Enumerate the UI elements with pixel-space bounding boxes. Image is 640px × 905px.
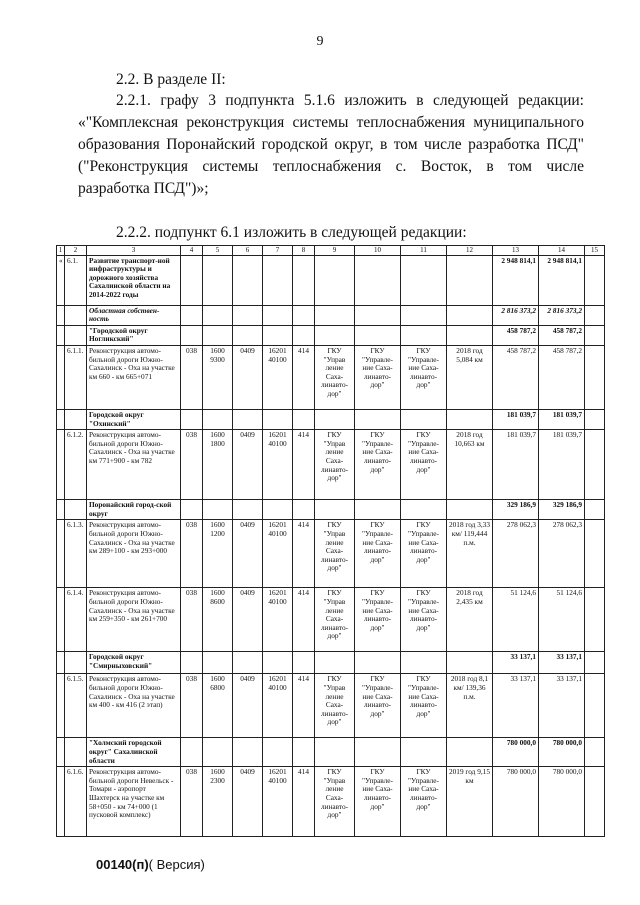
- amount-cell: 2 816 373,2: [493, 305, 539, 325]
- cell: 2018 год 5,084 км: [447, 345, 493, 409]
- cell: ГКУ "Управ ление Саха-линавто-дор": [315, 430, 355, 500]
- table-row: [57, 674, 605, 738]
- cell: 1600 8600: [203, 588, 233, 652]
- document-footer: [96, 857, 205, 872]
- amount-cell: 278 062,3: [493, 520, 539, 588]
- cell: 038: [181, 674, 203, 738]
- amount-cell: 458 787,2: [493, 345, 539, 409]
- header-cell: 1: [57, 246, 65, 256]
- cell: 2018 год 10,663 км: [447, 430, 493, 500]
- table-row: [57, 255, 605, 305]
- subtotal-label: Областная собствен-ность: [87, 305, 181, 325]
- cell: 1600 1200: [203, 520, 233, 588]
- program-name: Развитие транспорт-ной инфраструктуры и дорожного хозяйства Сахалинской области на 2014-2022 годы: [87, 255, 181, 305]
- amount-cell: 181 039,7: [539, 430, 585, 500]
- cell: 2018 год 8,1 км/ 139,36 п.м.: [447, 674, 493, 738]
- cell: ГКУ "Управле-ние Саха-линавто-дор": [401, 520, 447, 588]
- cell: 16201 40100: [263, 520, 293, 588]
- cell: 2019 год 9,15 км: [447, 767, 493, 837]
- cell: ГКУ "Управ ление Саха-линавто-дор": [315, 767, 355, 837]
- cell: 414: [293, 345, 315, 409]
- amount-cell: 181 039,7: [539, 409, 585, 429]
- cell: ГКУ "Управле-ние Саха-линавто-дор": [401, 345, 447, 409]
- cell: 16201 40100: [263, 430, 293, 500]
- cell: 0409: [233, 767, 263, 837]
- amount-cell: 33 137,1: [493, 652, 539, 674]
- table-row: [57, 767, 605, 837]
- district-label: "Городской округ Ногликский": [87, 325, 181, 345]
- district-label: "Холмский городской округ" Сахалинской области: [87, 738, 181, 767]
- cell: 2018 год 2,435 км: [447, 588, 493, 652]
- header-cell: 13: [493, 246, 539, 256]
- project-name: Реконструкция автомо-бильной дороги Невельск - Томари - аэропорт Шахтерск на участке км 58+050 - км 74+000 (1 пусковой комплекс): [87, 767, 181, 837]
- cell: 038: [181, 588, 203, 652]
- amount-cell: 2 948 814,1: [493, 255, 539, 305]
- amount-cell: 181 039,7: [493, 430, 539, 500]
- district-label: Городской округ "Охинский": [87, 409, 181, 429]
- amount-cell: 33 137,1: [539, 674, 585, 738]
- amount-cell: 780 000,0: [539, 738, 585, 767]
- cell: 038: [181, 767, 203, 837]
- cell: ГКУ "Управле-ние Саха-линавто-дор": [355, 430, 401, 500]
- cell: ГКУ "Управле-ние Саха-линавто-дор": [355, 345, 401, 409]
- header-cell: 7: [263, 246, 293, 256]
- cell: ГКУ "Управ ление Саха-линавто-дор": [315, 588, 355, 652]
- cell: 1600 1800: [203, 430, 233, 500]
- header-cell: 9: [315, 246, 355, 256]
- cell: 038: [181, 345, 203, 409]
- amount-cell: 780 000,0: [493, 767, 539, 837]
- header-cell: 3: [87, 246, 181, 256]
- document-code: 00140(п): [96, 857, 149, 872]
- district-label: Поронайский город-ской округ: [87, 500, 181, 520]
- cell: 1600 6800: [203, 674, 233, 738]
- subsection-intro: 2.2.2. подпункт 6.1 изложить в следующей редакции:: [116, 224, 467, 241]
- cell: 6.1.: [65, 255, 87, 305]
- amount-cell: 2 948 814,1: [539, 255, 585, 305]
- cell: 1600 9300: [203, 345, 233, 409]
- table-row: [57, 345, 605, 409]
- cell: ГКУ "Управле-ние Саха-линавто-дор": [355, 767, 401, 837]
- amount-cell: 33 137,1: [493, 674, 539, 738]
- amount-cell: 780 000,0: [539, 767, 585, 837]
- cell: 414: [293, 520, 315, 588]
- cell: ГКУ "Управле-ние Саха-линавто-дор": [355, 674, 401, 738]
- amount-cell: 2 816 373,2: [539, 305, 585, 325]
- amount-cell: 33 137,1: [539, 652, 585, 674]
- project-name: Реконструкция автомо-бильной дороги Южно-Сахалинск - Оха на участке км 289+100 - км 293+000: [87, 520, 181, 588]
- item-number: 6.1.1.: [65, 345, 87, 409]
- amendment-paragraph: 2.2.1. графу 3 подпункта 5.1.6 изложить в следующей редакции: «"Комплексная реконструкция системы теплоснабжения муниципального образования Поронайский городской округ, в том числе разработка ПСД" ("Реконструкция системы теплоснабжения с. Восток, в том числе разработка ПСД")»;: [78, 92, 584, 197]
- cell: 16201 40100: [263, 345, 293, 409]
- version-label: ( Версия): [148, 857, 205, 872]
- cell: ГКУ "Управле-ние Саха-линавто-дор": [401, 588, 447, 652]
- item-number: 6.1.4.: [65, 588, 87, 652]
- cell: «: [57, 255, 65, 305]
- district-label: Городской округ "Смирныховский": [87, 652, 181, 674]
- project-name: Реконструкция автомо-бильной дороги Южно-Сахалинск - Оха на участке км 660 - км 665+071: [87, 345, 181, 409]
- cell: 0409: [233, 674, 263, 738]
- cell: 414: [293, 430, 315, 500]
- cell: 1600 2300: [203, 767, 233, 837]
- project-name: Реконструкция автомо-бильной дороги Южно-Сахалинск - Оха на участке км 259+350 - км 261+700: [87, 588, 181, 652]
- project-name: Реконструкция автомо-бильной дороги Южно-Сахалинск - Оха на участке км 400 - км 416 (2 этап): [87, 674, 181, 738]
- amount-cell: 458 787,2: [493, 325, 539, 345]
- cell: 414: [293, 767, 315, 837]
- cell: 16201 40100: [263, 674, 293, 738]
- cell: ГКУ "Управле-ние Саха-линавто-дор": [401, 430, 447, 500]
- cell: 038: [181, 430, 203, 500]
- header-cell: 2: [65, 246, 87, 256]
- cell: ГКУ "Управле-ние Саха-линавто-дор": [401, 674, 447, 738]
- header-cell: 8: [293, 246, 315, 256]
- item-number: 6.1.3.: [65, 520, 87, 588]
- amount-cell: 329 186,9: [493, 500, 539, 520]
- header-cell: 5: [203, 246, 233, 256]
- table-row: [57, 325, 605, 345]
- header-cell: 4: [181, 246, 203, 256]
- amount-cell: 780 000,0: [493, 738, 539, 767]
- cell: ГКУ "Управ ление Саха-линавто-дор": [315, 674, 355, 738]
- table-row: [57, 305, 605, 325]
- header-cell: 10: [355, 246, 401, 256]
- cell: 16201 40100: [263, 588, 293, 652]
- funding-table: [56, 245, 605, 837]
- cell: 414: [293, 674, 315, 738]
- cell: 0409: [233, 345, 263, 409]
- cell: ГКУ "Управле-ние Саха-линавто-дор": [355, 520, 401, 588]
- cell: ГКУ "Управ ление Саха-линавто-дор": [315, 345, 355, 409]
- amount-cell: 181 039,7: [493, 409, 539, 429]
- cell: 414: [293, 588, 315, 652]
- item-number: 6.1.2.: [65, 430, 87, 500]
- cell: 16201 40100: [263, 767, 293, 837]
- table-row: [57, 738, 605, 767]
- header-cell: 15: [585, 246, 605, 256]
- header-cell: 6: [233, 246, 263, 256]
- table-row: [57, 588, 605, 652]
- table-row: [57, 500, 605, 520]
- cell: ГКУ "Управ ление Саха-линавто-дор": [315, 520, 355, 588]
- header-cell: 12: [447, 246, 493, 256]
- cell: 0409: [233, 520, 263, 588]
- amount-cell: 329 186,9: [539, 500, 585, 520]
- amount-cell: 458 787,2: [539, 345, 585, 409]
- table-row: [57, 430, 605, 500]
- cell: 0409: [233, 588, 263, 652]
- table-row: [57, 652, 605, 674]
- section-heading: 2.2. В разделе II:: [116, 71, 226, 88]
- amount-cell: 458 787,2: [539, 325, 585, 345]
- cell: 0409: [233, 430, 263, 500]
- table-row: [57, 409, 605, 429]
- header-cell: 14: [539, 246, 585, 256]
- cell: 038: [181, 520, 203, 588]
- item-number: 6.1.5.: [65, 674, 87, 738]
- amount-cell: 51 124,6: [493, 588, 539, 652]
- table-header-row: [57, 246, 605, 256]
- cell: ГКУ "Управле-ние Саха-линавто-дор": [401, 767, 447, 837]
- item-number: 6.1.6.: [65, 767, 87, 837]
- amount-cell: 278 062,3: [539, 520, 585, 588]
- cell: ГКУ "Управле-ние Саха-линавто-дор": [355, 588, 401, 652]
- amount-cell: 51 124,6: [539, 588, 585, 652]
- header-cell: 11: [401, 246, 447, 256]
- table-row: [57, 520, 605, 588]
- page-number: 9: [316, 34, 324, 49]
- cell: 2018 год 3,33 км/ 119,444 п.м.: [447, 520, 493, 588]
- project-name: Реконструкция автомо-бильной дороги Южно-Сахалинск - Оха на участке км 771+900 - км 782: [87, 430, 181, 500]
